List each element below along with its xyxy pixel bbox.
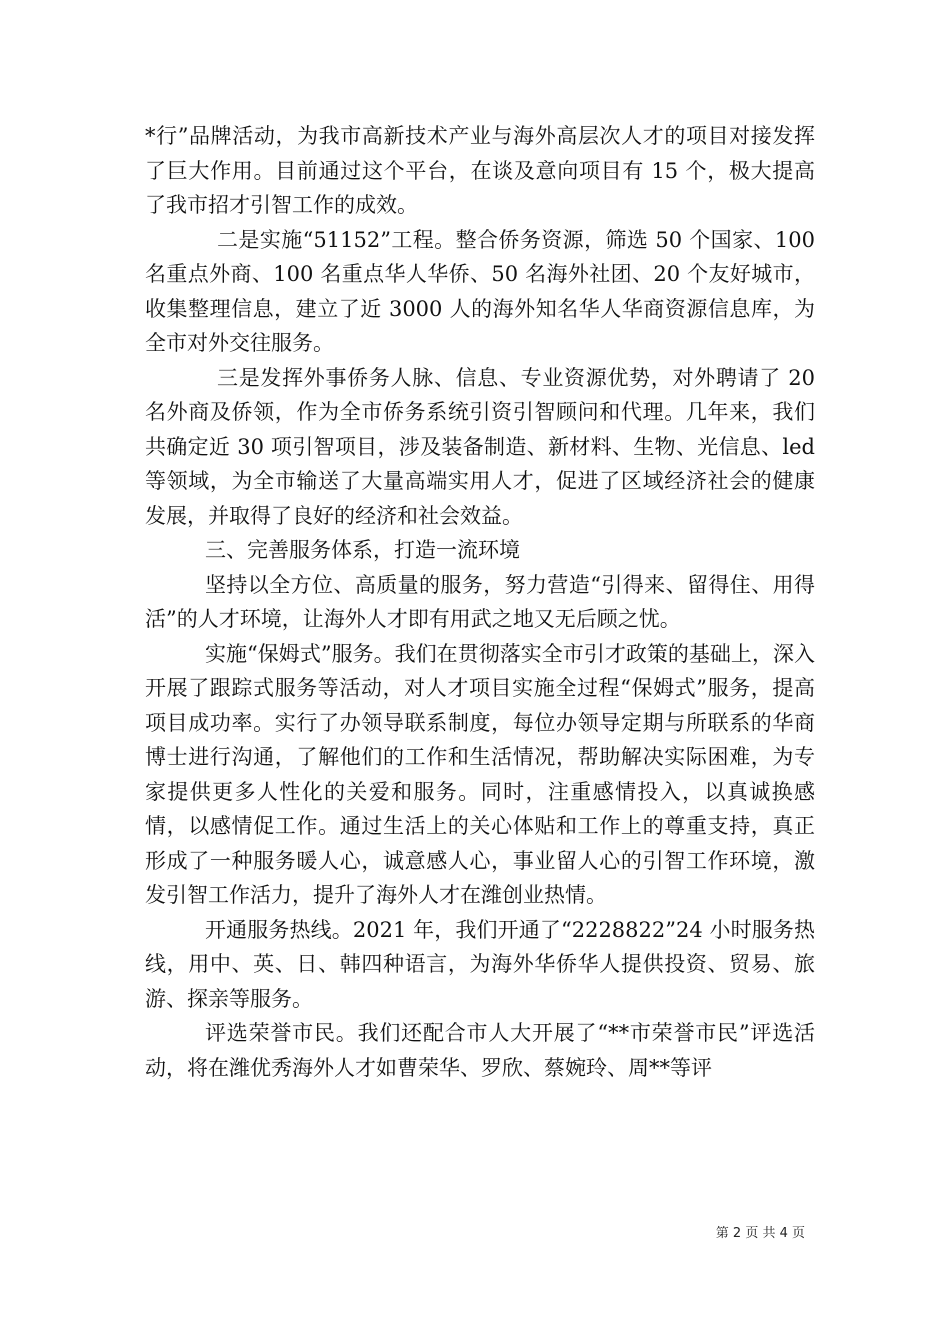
section-heading-service-system: 三、完善服务体系，打造一流环境 <box>205 538 520 562</box>
paragraph-continuation: *行”品牌活动，为我市高新技术产业与海外高层次人才的项目对接发挥了巨大作用。目前通过这个平台，在谈及意向项目有 15 个，极大提高了我市招才引智工作的成效。 <box>145 124 815 217</box>
paragraph-nanny-service: 实施“保姆式”服务。我们在贯彻落实全市引才政策的基础上，深入开展了跟踪式服务等活动，对人才项目实施全过程“保姆式”服务，提高项目成功率。实行了办领导联系制度，每位办领导定期与所联系的华商博士进行沟通，了解他们的工作和生活情况，帮助解决实际困难，为专家提供更多人性化的关爱和服务。同时，注重感情投入，以真诚换感情，以感情促工作。通过生活上的关心体贴和工作上的尊重支持，真正形成了一种服务暖人心，诚意感人心，事业留人心的引智工作环境，激发引智工作活力，提升了海外人才在潍创业热情。 <box>145 641 815 907</box>
paragraph-honorary-citizen: 评选荣誉市民。我们还配合市人大开展了“**市荣誉市民”评选活动，将在潍优秀海外人才如曹荣华、罗欣、蔡婉玲、周**等评 <box>145 1021 815 1080</box>
page-number-footer: 第 2 页 共 4 页 <box>715 1226 805 1241</box>
paragraph-service-environment: 坚持以全方位、高质量的服务，努力营造“引得来、留得住、用得活”的人才环境，让海外人才即有用武之地又无后顾之忧。 <box>145 572 815 631</box>
paragraph-51152-project: 二是实施“51152”工程。整合侨务资源，筛选 50 个国家、100 名重点外商、100 名重点华人华侨、50 名海外社团、20 个友好城市，收集整理信息，建立了近 3000 人的海外知名华人华商资源信息库，为全市对外交往服务。 <box>145 227 815 355</box>
paragraph-service-hotline: 开通服务热线。2021 年，我们开通了“2228822”24 小时服务热线，用中、英、日、韩四种语言，为海外华侨华人提供投资、贸易、旅游、探亲等服务。 <box>145 917 815 1011</box>
body-text <box>145 119 815 1085</box>
paragraph-overseas-resources: 三是发挥外事侨务人脉、信息、专业资源优势，对外聘请了 20 名外商及侨领，作为全市侨务系统引资引智顾问和代理。几年来，我们共确定近 30 项引智项目，涉及装备制造、新材料、生物、光信息、led 等领域，为全市输送了大量高端实用人才，促进了区域经济社会的健康发展，并取得了良好的经济和社会效益。 <box>145 365 815 528</box>
